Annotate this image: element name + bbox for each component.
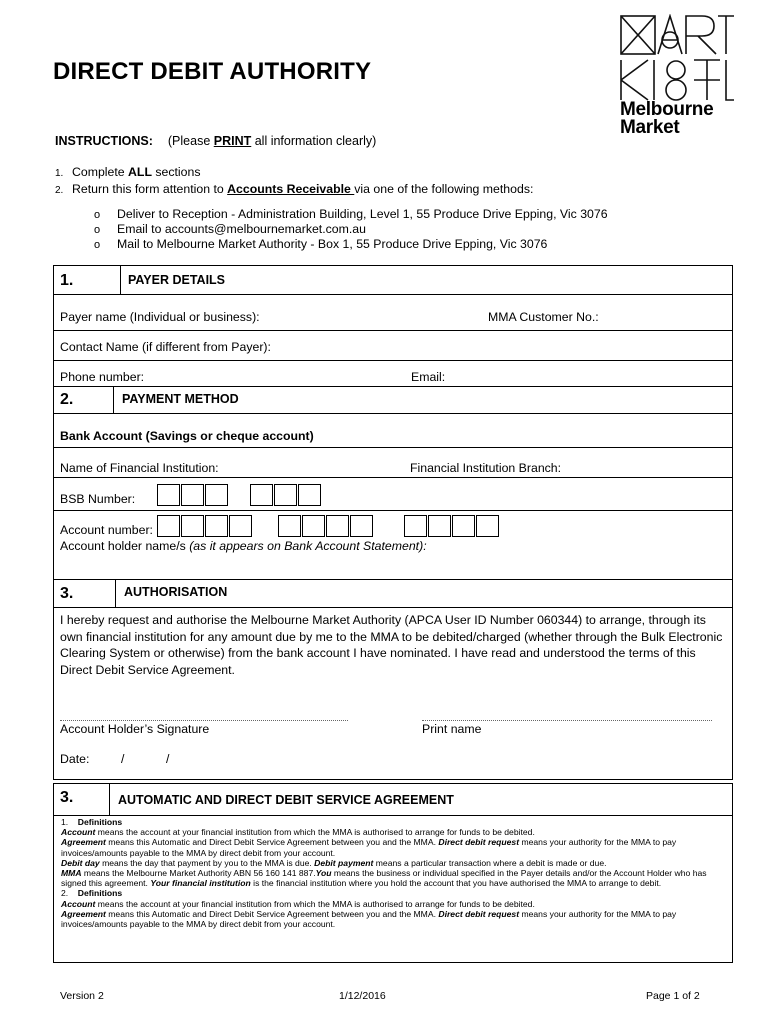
bsb-digit-6[interactable] xyxy=(298,484,321,506)
bsb-digit-2[interactable] xyxy=(181,484,204,506)
instructions-pre: (Please xyxy=(167,134,214,148)
account-number-label: Account number: xyxy=(60,523,153,537)
method-deliver: o Deliver to Reception - Administration Building, Level 1, 55 Produce Drive Epping, Vic 3076 xyxy=(94,207,608,221)
acct-digit-1[interactable] xyxy=(157,515,180,537)
def-account-1: Account means the account at your financial institution from which the MMA is authorised to arrange for funds to be debited. xyxy=(61,827,535,838)
section1-number: 1. xyxy=(60,272,74,289)
bsb-digit-3[interactable] xyxy=(205,484,228,506)
section4-number: 3. xyxy=(60,789,74,806)
section2-heading: PAYMENT METHOD xyxy=(122,392,239,406)
acct-digit-5[interactable] xyxy=(278,515,301,537)
instructions-print: PRINT xyxy=(213,134,252,148)
section4-heading: AUTOMATIC AND DIRECT DEBIT SERVICE AGREEMENT xyxy=(118,793,454,807)
acct-digit-6[interactable] xyxy=(302,515,325,537)
bank-account-label: Bank Account (Savings or cheque account) xyxy=(60,429,314,443)
melbourne-market-logo xyxy=(618,14,736,139)
date-slash-2: / xyxy=(166,752,170,766)
instructions-post: all information clearly) xyxy=(251,134,377,148)
definitions-heading-2: 2. Definitions xyxy=(61,888,123,899)
contact-name-label: Contact Name (if different from Payer): xyxy=(60,340,271,354)
bsb-digit-4[interactable] xyxy=(250,484,273,506)
bsb-digit-5[interactable] xyxy=(274,484,297,506)
acct-digit-10[interactable] xyxy=(428,515,451,537)
payer-name-label: Payer name (Individual or business): xyxy=(60,310,260,324)
acct-digit-3[interactable] xyxy=(205,515,228,537)
section3-number: 3. xyxy=(60,585,74,602)
acct-digit-9[interactable] xyxy=(404,515,427,537)
bsb-label: BSB Number: xyxy=(60,492,136,506)
phone-label: Phone number: xyxy=(60,370,145,384)
instruction-item-2: 2. Return this form attention to Accounts Receivable via one of the following methods: xyxy=(55,182,534,196)
print-name-label: Print name xyxy=(422,722,482,736)
email-label: Email: xyxy=(411,370,446,384)
instruction-item-1: 1. Complete ALL sections xyxy=(55,165,201,179)
account-holder-label: Account holder name/s (as it appears on Bank Account Statement): xyxy=(60,539,427,553)
def-agreement-2: Agreement means this Automatic and Direct Debit Service Agreement between you and the MMA. Direct debit request means your authority for the MMA to pay invoices/amounts payable to the MMA by direct debit from your account. xyxy=(61,908,677,930)
instructions-label: INSTRUCTIONS: xyxy=(55,134,153,148)
form-box xyxy=(53,265,733,780)
def-account-2: Account means the account at your financial institution from which the MMA is authorised to arrange for funds to be debited. xyxy=(61,898,535,909)
agreement-definitions xyxy=(61,817,724,929)
authorisation-text: I hereby request and authorise the Melbourne Market Authority (APCA User ID Number 060344) to arrange, through its own financial institution for any amount due by me to the MMA to be debited/charged (whether through the Bulk Electronic Clearing System or otherwise) from the bank account I have nominated. I have read and understood the terms of this Direct Debit Service Agreement. xyxy=(60,613,723,677)
date-label: Date: xyxy=(60,752,90,766)
def-mma: MMA means the Melbourne Market Authority ABN 56 160 141 887.You means the business or individual specified in the Payer details and/or the Account Holder who has signed this agreement. Your financial institution is the financial institution where you hold the account that you have authorised the MMA to arrange to debit. xyxy=(61,868,707,889)
acct-digit-8[interactable] xyxy=(350,515,373,537)
def-debit-day: Debit day means the day that payment by you to the MMA is due. Debit payment means a particular transaction where a debit is made or due. xyxy=(61,857,607,868)
date-slash-1: / xyxy=(121,752,125,766)
section2-number: 2. xyxy=(60,391,74,408)
print-name-line[interactable] xyxy=(422,720,712,721)
branch-label: Financial Institution Branch: xyxy=(410,461,562,475)
agreement-box xyxy=(53,783,733,963)
logo-word-melbourne: Melbourne xyxy=(620,99,714,120)
signature-line[interactable] xyxy=(60,720,348,721)
footer-version: Version 2 xyxy=(60,990,104,1002)
market-monogram-icon xyxy=(618,14,736,102)
def-agreement-1: Agreement means this Automatic and Direct Debit Service Agreement between you and the MMA. Direct debit request means your authority for the MMA to pay invoices/amounts payable to the MMA by direct debit from your account. xyxy=(61,837,677,858)
acct-digit-2[interactable] xyxy=(181,515,204,537)
section1-heading: PAYER DETAILS xyxy=(128,273,226,287)
footer-date: 1/12/2016 xyxy=(339,990,386,1002)
acct-digit-11[interactable] xyxy=(452,515,475,537)
bsb-digit-1[interactable] xyxy=(157,484,180,506)
definitions-heading-1: 1. Definitions xyxy=(61,817,123,827)
acct-digit-12[interactable] xyxy=(476,515,499,537)
institution-label: Name of Financial Institution: xyxy=(60,461,219,475)
section3-heading: AUTHORISATION xyxy=(124,585,228,599)
footer-page: Page 1 of 2 xyxy=(646,990,700,1002)
instructions-heading xyxy=(55,134,376,148)
logo-word-market: Market xyxy=(620,117,680,138)
acct-digit-4[interactable] xyxy=(229,515,252,537)
customer-no-label: MMA Customer No.: xyxy=(488,310,599,324)
acct-digit-7[interactable] xyxy=(326,515,349,537)
method-email: o Email to accounts@melbournemarket.com.au xyxy=(94,222,366,236)
method-mail: o Mail to Melbourne Market Authority - Box 1, 55 Produce Drive Epping, Vic 3076 xyxy=(94,237,548,251)
page-title: DIRECT DEBIT AUTHORITY xyxy=(53,58,372,85)
signature-label: Account Holder’s Signature xyxy=(60,722,210,736)
